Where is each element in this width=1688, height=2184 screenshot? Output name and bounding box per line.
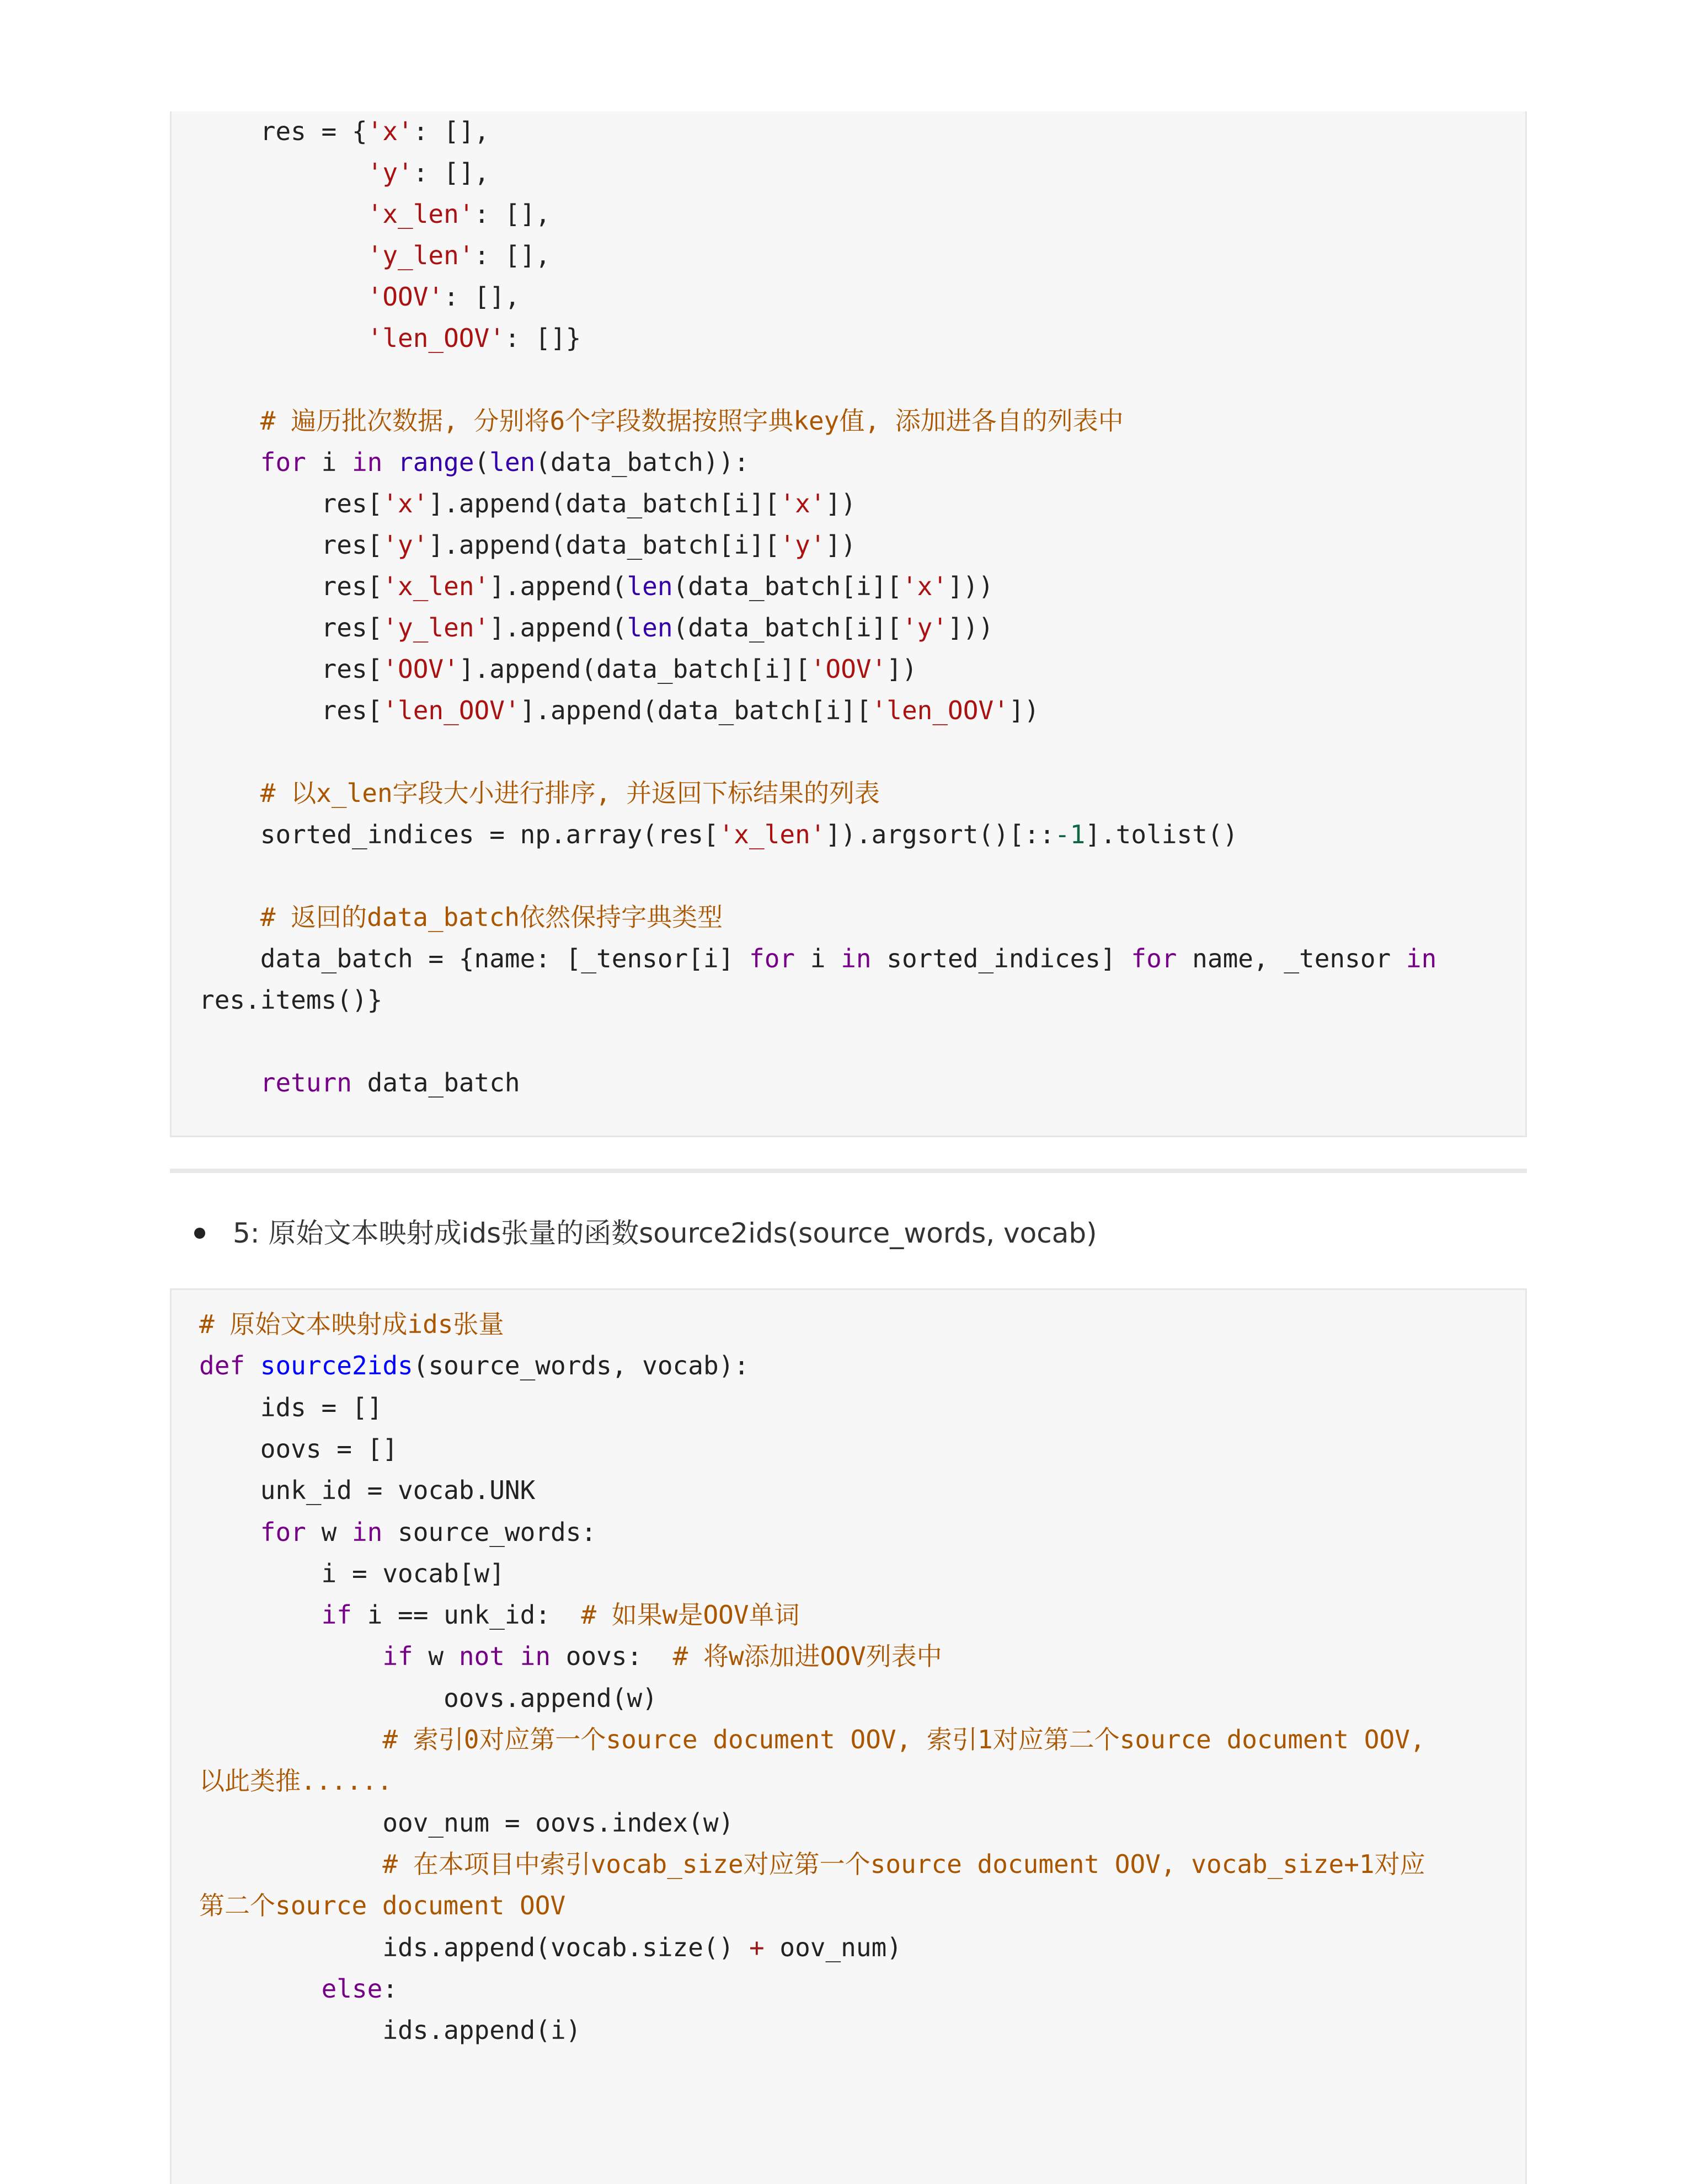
code-token xyxy=(199,1849,382,1879)
code-line xyxy=(199,1972,398,2005)
code-line xyxy=(199,570,993,603)
code-token-str: 'x_len' xyxy=(382,571,490,601)
code-token-builtin: len xyxy=(627,571,673,601)
code-token: oovs.append(w) xyxy=(199,1683,658,1713)
code-token: i xyxy=(795,944,841,973)
code-line xyxy=(199,901,723,934)
code-token xyxy=(199,1974,322,2004)
code-token-comment: # 在本项目中索引vocab_size对应第一个source document OOV, vocab_size+1对应 xyxy=(382,1849,1425,1879)
code-token-str: 'y_len' xyxy=(367,240,474,270)
code-token xyxy=(199,282,367,312)
code-token: w xyxy=(306,1517,352,1547)
code-token xyxy=(199,323,367,353)
code-token: : [], xyxy=(444,282,520,312)
code-token: ]).argsort()[:: xyxy=(825,820,1055,849)
code-line xyxy=(199,197,551,231)
code-token-str: 'y' xyxy=(367,158,413,188)
code-line xyxy=(199,528,856,561)
code-token: (source_words, vocab): xyxy=(413,1351,750,1381)
code-token-def: source2ids xyxy=(260,1351,413,1381)
code-token-str: 'len_OOV' xyxy=(382,695,520,725)
code-token-kw: in xyxy=(1406,944,1437,973)
code-token-kw: for xyxy=(260,447,306,477)
code-token: (data_batch[i][ xyxy=(672,571,902,601)
code-token-kw: in xyxy=(841,944,872,973)
code-line xyxy=(199,777,880,810)
code-line xyxy=(199,1557,505,1590)
code-token-str: 'y' xyxy=(382,530,429,560)
code-token-kw: in xyxy=(351,1517,383,1547)
code-token-kw: not xyxy=(458,1641,505,1672)
code-token: ].append(data_batch[i][ xyxy=(428,489,780,518)
code-line xyxy=(199,818,1238,851)
code-token: w xyxy=(413,1641,459,1672)
bullet-item-text: 5: 原始文本映射成ids张量的函数source2ids(source_words, vocab) xyxy=(233,1217,1097,1249)
code-token-str: 'x_len' xyxy=(367,199,474,229)
code-token: res = { xyxy=(199,116,367,146)
code-line xyxy=(199,1025,215,1058)
code-line xyxy=(199,1764,392,1797)
code-line xyxy=(199,487,856,520)
code-token: ids.append(i) xyxy=(199,2015,581,2046)
code-token: ]) xyxy=(825,489,856,518)
code-token: ].tolist() xyxy=(1085,820,1238,849)
code-line xyxy=(199,652,917,686)
code-token-comment: # 遍历批次数据, 分别将6个字段数据按照字典key值, 添加进各自的列表中 xyxy=(260,406,1124,436)
code-token: oov_num = oovs.index(w) xyxy=(199,1807,734,1838)
code-token: (data_batch[i][ xyxy=(672,613,902,643)
code-token-str: 'OOV' xyxy=(367,282,444,312)
code-token: i = vocab[w] xyxy=(199,1558,505,1588)
code-line xyxy=(199,239,551,272)
code-token: sorted_indices] xyxy=(871,944,1131,973)
code-line xyxy=(199,1308,504,1341)
code-token xyxy=(199,158,367,188)
code-token: : [], xyxy=(474,240,551,270)
code-token-comment: # 原始文本映射成ids张量 xyxy=(199,1309,504,1339)
code-token xyxy=(199,240,367,270)
code-token xyxy=(199,1641,382,1671)
code-token: oovs: xyxy=(551,1641,673,1672)
code-line xyxy=(199,156,489,189)
bullet-dot-icon xyxy=(194,1228,205,1239)
code-token-str: 'y_len' xyxy=(382,613,490,643)
code-token-kw: return xyxy=(260,1068,352,1098)
code-token xyxy=(199,447,260,477)
code-token: sorted_indices = np.array(res[ xyxy=(199,820,719,849)
code-line xyxy=(199,404,1124,437)
code-token xyxy=(199,1068,260,1098)
code-line xyxy=(199,115,489,148)
code-line xyxy=(199,859,215,892)
code-token-str: 'x_len' xyxy=(718,820,826,849)
code-line xyxy=(199,2014,581,2047)
code-token: : []} xyxy=(504,323,581,353)
code-block-collate-fn xyxy=(170,111,1527,1137)
code-token-comment: # 将w添加进OOV列表中 xyxy=(672,1641,942,1672)
code-line xyxy=(199,694,1039,727)
code-token xyxy=(245,1351,260,1380)
code-token-kw: in xyxy=(520,1641,551,1672)
code-token-builtin: range xyxy=(398,447,474,477)
code-line xyxy=(199,1931,902,1964)
code-token-kw: for xyxy=(1131,944,1177,973)
code-line xyxy=(199,1806,734,1839)
code-token xyxy=(199,406,260,436)
code-token: res[ xyxy=(199,530,383,560)
code-token: ]) xyxy=(825,530,856,560)
code-token-str: 'y' xyxy=(779,530,826,560)
code-token: res.items()} xyxy=(199,985,383,1015)
code-line xyxy=(199,1516,596,1549)
code-token-comment: # 如果w是OOV单词 xyxy=(581,1600,800,1630)
code-token: res[ xyxy=(199,571,383,601)
code-token: oov_num) xyxy=(764,1932,902,1962)
code-token: source_words: xyxy=(382,1517,597,1547)
code-token xyxy=(382,447,398,477)
code-token xyxy=(199,1725,382,1754)
code-token: : [], xyxy=(474,199,551,229)
code-token-kw: for xyxy=(749,944,795,973)
code-token: ( xyxy=(474,447,490,477)
code-line xyxy=(199,1066,520,1099)
code-token: name, _tensor xyxy=(1177,944,1406,973)
code-token: : [], xyxy=(413,116,490,146)
code-block-source2ids xyxy=(170,1288,1527,2184)
code-line xyxy=(199,735,215,768)
code-token-kw: def xyxy=(199,1351,245,1381)
code-token-num: -1 xyxy=(1054,820,1086,849)
code-token: ].append(data_batch[i][ xyxy=(520,695,872,725)
code-token: unk_id = vocab.UNK xyxy=(199,1475,536,1506)
code-token: ])) xyxy=(948,571,994,601)
code-token-op: + xyxy=(749,1932,765,1962)
code-token: i == unk_id: xyxy=(351,1600,581,1630)
code-token: oovs = [] xyxy=(199,1433,398,1464)
code-token: ])) xyxy=(948,613,994,643)
code-token: : xyxy=(382,1973,398,2004)
code-line xyxy=(199,1391,382,1424)
code-token xyxy=(199,1517,260,1547)
code-token-str: 'len_OOV' xyxy=(871,695,1009,725)
code-token: ids = [] xyxy=(199,1392,383,1422)
code-token: ].append(data_batch[i][ xyxy=(428,530,780,560)
code-token-str: 'x' xyxy=(779,489,826,518)
code-token: ].append( xyxy=(489,613,627,643)
code-token: (data_batch)): xyxy=(535,447,750,477)
bullet-list-item xyxy=(194,1211,1097,1255)
code-token-builtin: len xyxy=(627,613,673,643)
code-token: ].append( xyxy=(489,571,627,601)
code-token xyxy=(505,1641,520,1671)
code-token-str: 'x' xyxy=(382,489,429,518)
code-token-kw: else xyxy=(321,1973,383,2004)
code-line xyxy=(199,1349,749,1382)
code-token: ]) xyxy=(1008,695,1040,725)
code-line xyxy=(199,280,520,313)
code-line xyxy=(199,1723,1425,1756)
code-line xyxy=(199,1848,1425,1881)
code-token-comment: 第二个source document OOV xyxy=(199,1891,566,1921)
code-line xyxy=(199,322,581,355)
code-token-builtin: len xyxy=(489,447,536,477)
code-token: res[ xyxy=(199,489,383,518)
code-token xyxy=(199,199,367,229)
code-line xyxy=(199,1640,942,1673)
code-token-str: 'x' xyxy=(901,571,948,601)
code-token-str: 'OOV' xyxy=(810,654,887,684)
code-token: ]) xyxy=(886,654,917,684)
code-token-kw: if xyxy=(382,1641,413,1672)
code-token xyxy=(199,902,260,932)
code-token-comment: 以此类推...... xyxy=(199,1766,393,1796)
code-token-comment: # 返回的data_batch依然保持字典类型 xyxy=(260,902,723,932)
code-token: res[ xyxy=(199,613,383,643)
code-line xyxy=(199,611,993,644)
code-line xyxy=(199,983,382,1016)
code-line xyxy=(199,446,749,479)
code-token-kw: for xyxy=(260,1517,306,1547)
code-token: data_batch xyxy=(351,1068,520,1098)
code-token-str: 'x' xyxy=(367,116,413,146)
code-token-str: 'OOV' xyxy=(382,654,459,684)
code-token: data_batch = {name: [_tensor[i] xyxy=(199,944,749,973)
code-token: ids.append(vocab.size() xyxy=(199,1932,749,1962)
code-token-str: 'y' xyxy=(901,613,948,643)
code-token-kw: in xyxy=(351,447,383,477)
code-line xyxy=(199,363,215,396)
code-token: i xyxy=(306,447,352,477)
code-line xyxy=(199,1598,800,1631)
code-line xyxy=(199,1889,565,1922)
code-token-kw: if xyxy=(321,1600,352,1630)
code-line xyxy=(199,942,1436,975)
code-token: res[ xyxy=(199,695,383,725)
code-token-str: 'len_OOV' xyxy=(367,323,505,353)
code-line xyxy=(199,1474,535,1507)
horizontal-divider xyxy=(170,1169,1527,1173)
code-token-comment: # 以x_len字段大小进行排序, 并返回下标结果的列表 xyxy=(260,778,880,808)
code-token xyxy=(199,1600,322,1630)
code-token: res[ xyxy=(199,654,383,684)
code-token: ].append(data_batch[i][ xyxy=(458,654,810,684)
code-line xyxy=(199,1682,658,1715)
code-token: : [], xyxy=(413,158,490,188)
code-line xyxy=(199,1432,398,1465)
code-token-comment: # 索引0对应第一个source document OOV, 索引1对应第二个source document OOV, xyxy=(382,1725,1425,1754)
code-token xyxy=(199,778,260,808)
